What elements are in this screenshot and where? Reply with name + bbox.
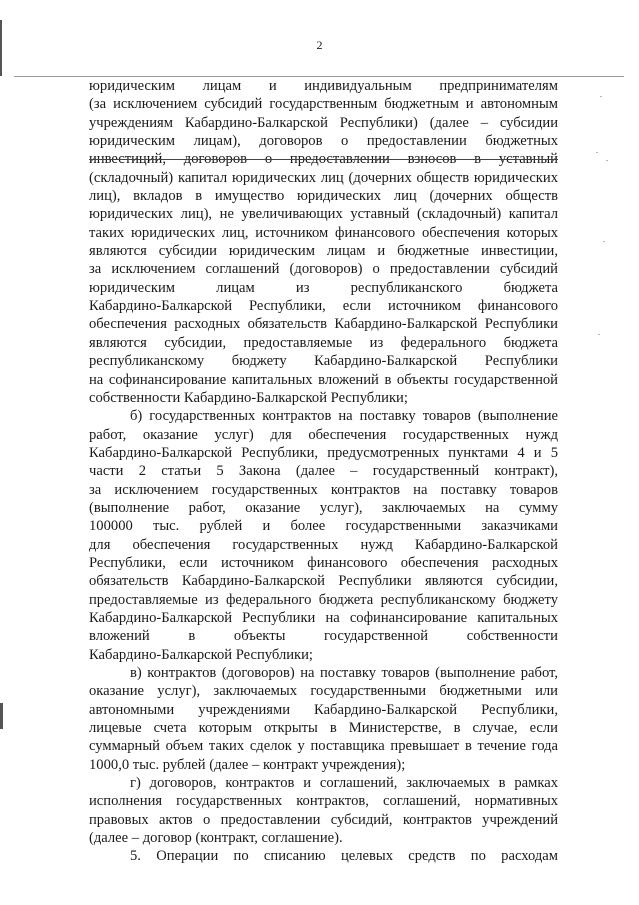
text-line: автономными учреждениями Кабардино-Балкарской Республики,: [89, 701, 558, 718]
text-line: Республики, если источником финансового обеспечения расходных: [89, 554, 558, 571]
text-line: собственности Кабардино-Балкарской Республики;: [89, 389, 408, 406]
text-line: лиц), вкладов в имущество юридических лиц (дочерних обществ: [89, 188, 558, 205]
text-line: юридическим лицам), договоров о предоставлении бюджетных: [89, 133, 558, 150]
text-line: 100000 тыс. рублей и более государственными заказчиками: [89, 518, 558, 535]
scan-speck: [600, 96, 602, 97]
text-line: в) контрактов (договоров) на поставку товаров (выполнение работ,: [130, 665, 558, 681]
text-line: обеспечения расходных обязательств Кабардино-Балкарской Республики: [89, 316, 558, 333]
text-line: (далее – договор (контракт, соглашение).: [89, 830, 343, 847]
text-line: 5. Операции по списанию целевых средств по расходам: [130, 848, 558, 865]
text-line: республиканскому бюджету Кабардино-Балкарской Республики: [89, 353, 558, 370]
paragraph-item-v: [89, 664, 558, 774]
text-line: Кабардино-Балкарской Республики, если источником финансового: [89, 298, 558, 315]
text-line: оказание услуг), заключаемых государственными бюджетными или: [89, 683, 558, 700]
document-body: [89, 77, 558, 866]
page-number: 2: [316, 38, 323, 52]
text-line: Кабардино-Балкарской Республики;: [89, 646, 313, 663]
text-line: исполнения государственных контрактов, соглашений, нормативных: [89, 793, 558, 810]
scan-margin-mark: [0, 703, 3, 729]
scan-margin-mark: [0, 20, 2, 76]
scan-speck: [598, 334, 600, 335]
paragraph-item-g: [89, 774, 558, 847]
text-line: на софинансирование капитальных вложений в объекты государственной: [89, 371, 558, 388]
text-line: (за исключением субсидий государственным бюджетным и автономным: [89, 96, 558, 113]
text-line: юридических лиц), не увеличивающих уставный (складочный) капитал: [89, 206, 558, 223]
text-line: учреждениям Кабардино-Балкарской Республики) (далее – субсидии: [89, 114, 558, 131]
text-line: вложений в объекты государственной собственности: [89, 628, 558, 645]
scan-speck: [606, 160, 608, 161]
text-line: обязательств Кабардино-Балкарской Республики являются субсидии,: [89, 573, 558, 590]
paragraph-item-b: [89, 407, 558, 664]
text-line: (складочный) капитал юридических лиц (дочерних обществ юридических: [89, 169, 558, 186]
text-line: юридическим лицам из республиканского бюджета: [89, 279, 558, 296]
text-line: таких юридических лиц, источником финансового обеспечения которых: [89, 224, 558, 241]
text-line: юридическим лицам и индивидуальным предпринимателям: [89, 78, 558, 94]
text-line: за исключением соглашений (договоров) о предоставлении субсидий: [89, 261, 558, 278]
paragraph-item-5: [89, 847, 558, 865]
scan-speck: [603, 241, 605, 242]
text-line: инвестиций, договоров о предоставлении взносов в уставный: [89, 151, 558, 168]
paragraph-continuation: [89, 77, 558, 407]
text-line: Кабардино-Балкарской Республики, предусмотренных пунктами 4 и 5: [89, 444, 558, 461]
text-line: Кабардино-Балкарской Республики на софинансирование капитальных: [89, 609, 558, 626]
text-line: работ, оказание услуг) для обеспечения государственных нужд: [89, 426, 558, 443]
text-line: являются субсидии, предоставляемые из федерального бюджета: [89, 334, 558, 351]
scan-speck: [596, 152, 598, 153]
text-line: являются субсидии юридическим лицам и бюджетные инвестиции,: [89, 243, 558, 260]
text-line: г) договоров, контрактов и соглашений, заключаемых в рамках: [130, 775, 558, 792]
text-line: (выполнение работ, оказание услуг), заключаемых на сумму: [89, 499, 558, 516]
text-line: части 2 статьи 5 Закона (далее – государственный контракт),: [89, 463, 558, 480]
text-line: правовых актов о предоставлении субсидий, контрактов учреждений: [89, 811, 558, 828]
text-line: за исключением государственных контрактов на поставку товаров: [89, 481, 558, 498]
text-line: предоставляемые из федерального бюджета республиканскому бюджету: [89, 591, 558, 608]
text-line: 1000,0 тыс. рублей (далее – контракт учреждения);: [89, 756, 406, 773]
text-line: для обеспечения государственных нужд Кабардино-Балкарской: [89, 536, 558, 553]
text-line: лицевые счета которым открыты в Министерстве, в случае, если: [89, 720, 558, 737]
text-line: суммарный объем таких сделок у поставщика превышает в течение года: [89, 738, 558, 755]
text-line: б) государственных контрактов на поставку товаров (выполнение: [130, 408, 558, 425]
